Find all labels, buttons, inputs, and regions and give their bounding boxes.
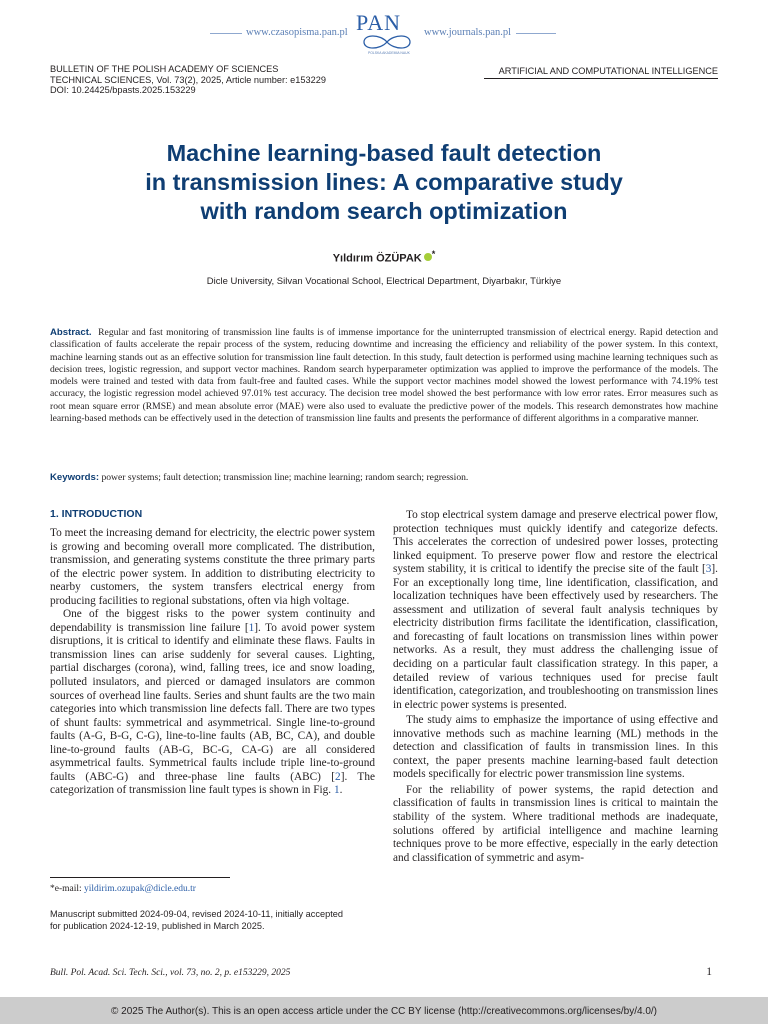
journal-doi: DOI: 10.24425/bpasts.2025.153229 <box>50 85 196 96</box>
paragraph <box>393 509 718 712</box>
license-text[interactable]: © 2025 The Author(s). This is an open access article under the CC BY license (http://creativecommons.org/licenses/by/4.0/) <box>111 1006 657 1017</box>
pan-logo <box>354 10 420 56</box>
abstract <box>50 327 718 425</box>
title-line-1: Machine learning-based fault detection <box>166 140 602 166</box>
masthead-rule-left <box>210 33 242 34</box>
paragraph: To meet the increasing demand for electricity, the electric power system is growing and becoming overall more complicated. The distribution, transmission, and generating systems constitute the three primary parts of the electric power system. In addition to distributing electricity to nearby customers, the system transfers electrical energy from producing facilities to regional substations, often via high voltage. <box>50 527 376 607</box>
journal-name: BULLETIN OF THE POLISH ACADEMY OF SCIENCES <box>50 64 279 74</box>
footnote-rule <box>50 877 230 878</box>
masthead-link-czasopisma[interactable]: www.czasopisma.pan.pl <box>246 27 348 38</box>
paragraph-text: . <box>339 784 343 797</box>
pan-logo-subtitle: POLSKA AKADEMIA NAUK <box>368 51 410 55</box>
paragraph: The study aims to emphasize the importance of using effective and innovative methods such as machine learning (ML) methods in the detection and classification of faults in transmission lines. In this context, the paper presents machine learning-based fault detection models specifically for electric power transmission line systems. <box>393 714 718 781</box>
footnote <box>50 884 196 894</box>
journal-header <box>50 64 326 96</box>
masthead-link-journals[interactable]: www.journals.pan.pl <box>424 27 512 38</box>
affiliation: Dicle University, Silvan Vocational School, Electrical Department, Diyarbakır, Türkiye <box>206 276 562 287</box>
paragraph-text: To stop electrical system damage and preserve electrical power flow, protection techniques must quickly identify and categorize defects. This accelerates the correction of undesired power losses, protecting linked equipment. To preserve power flow and restore the electrical system stability, it is critical to identify the precise site of the fault [ <box>393 509 718 576</box>
footnote-label: *e-mail: <box>50 884 85 894</box>
figure-link[interactable]: 1 <box>333 784 340 797</box>
author-line <box>0 249 768 265</box>
body-column-left <box>50 527 375 798</box>
abstract-label: Abstract. <box>50 327 92 338</box>
title-line-3: with random search optimization <box>200 198 568 224</box>
page-number: 1 <box>706 966 712 978</box>
section-label: ARTIFICIAL AND COMPUTATIONAL INTELLIGENCE <box>498 66 718 76</box>
orcid-icon[interactable] <box>424 253 432 261</box>
keywords-label: Keywords: <box>50 472 100 483</box>
title-line-2: in transmission lines: A comparative study <box>145 169 623 195</box>
pan-logo-text: PAN <box>356 10 401 35</box>
paragraph-text: One of the biggest risks to the power system continuity and dependability is transmission line failure [ <box>50 608 375 634</box>
author-name: Yıldırım ÖZÜPAK <box>332 252 422 265</box>
section-rule <box>484 78 718 79</box>
author-mark: * <box>431 249 436 259</box>
paragraph <box>50 608 375 798</box>
masthead-rule-right <box>516 33 556 34</box>
footer-citation: Bull. Pol. Acad. Sci. Tech. Sci., vol. 73, no. 2, p. e153229, 2025 <box>50 968 291 978</box>
section-heading-introduction: 1. INTRODUCTION <box>50 508 143 520</box>
keywords-text: power systems; fault detection; transmission line; machine learning; random search; regression. <box>101 472 469 483</box>
manuscript-info: Manuscript submitted 2024-09-04, revised 2024-10-11, initially accepted for publication 2024-12-19, published in March 2025. <box>50 909 343 931</box>
citation-link[interactable]: 3 <box>705 563 712 576</box>
pan-infinity-icon <box>354 33 420 51</box>
email-link[interactable]: yildirim.ozupak@dicle.edu.tr <box>84 884 196 894</box>
paragraph-text: ]. For an exceptionally long time, line identification, classification, and localization techniques have been effectively used by researchers. The assessment and utilization of several fault analysis techniques by electricity distribution firms facilitate the identification, classification, and forecasting of fault locations on transmission lines within power networks. As a result, they must address the challenging issue of deciding on a particular fault classification strategy. In this paper, a detailed review of various techniques used for precise fault identification, categorization, and troubleshooting on transmission lines in electric power systems is presented. <box>393 563 718 711</box>
citation-link[interactable]: 2 <box>335 770 341 783</box>
paragraph-text: ]. To avoid power system disruptions, it is critical to identify and eliminate these flaws. Faults in transmission lines can arise suddenly for several causes. Lighting, partial discharges (corona), wind, falling trees, ice and snow loading, polluted insulators, and pierced or damaged insulators are common sources of overhead line faults. Series and shunt faults are the two main categories into which transmission line defects fall. There are two types of shunt faults: symmetrical and asymmetrical. Single line-to-ground faults (A-G, B-G, C-G), line-to-line faults (AB, BC, CA), and double line-to-ground faults (AB-G, BC-G, CA-G) are all considered asymmetrical faults. Symmetrical faults include triple line-to-ground faults (ABC-G) and three-phase line faults (ABC) [ <box>50 621 376 783</box>
abstract-text: Regular and fast monitoring of transmission line faults is of immense importance for the uninterrupted transmission of electrical energy. Rapid detection and classification of faults accelerate the repair process of the system, reducing downtime and increasing the efficiency and reliability of the power system. In this context, machine learning stands out as an effective solution for transmission line fault detection. In this study, fault detection is performed using machine learning techniques such as decision trees, logistic regression, and support vector machines. Random search hyperparameter optimization was applied to improve the performance of the models. The models were trained and tested with data from fault-free and faulted cases. While the support vector machines model showed the lowest performance with 74.19% test accuracy, the logistic regression model achieved 97.01% test accuracy. The decision tree model showed the best performance with low error rates. Error measures such as root mean square error (RMSE) and mean absolute error (MAE) were also used to evaluate the predictive power of the models. This research demonstrates how machine learning-based methods can be effectively used in the detection of transmission line faults and presents the performance of different algorithms in a comparative manner. <box>50 327 718 425</box>
citation-link[interactable]: 1 <box>248 621 255 634</box>
paragraph: For the reliability of power systems, the rapid detection and classification of faults in transmission lines is critical to maintain the stability of the system. Where traditional methods are inadequate, solutions offered by artificial intelligence and machine learning techniques prove to be more effective, especially in the early detection and classification of symmetric and asym- <box>393 783 718 864</box>
paper-title <box>60 139 708 226</box>
keywords <box>50 472 718 483</box>
journal-volume: TECHNICAL SCIENCES, Vol. 73(2), 2025, Article number: e153229 <box>50 74 326 85</box>
paragraph-text: ]. The categorization of transmission line fault types is shown in Fig. <box>50 770 375 797</box>
body-column-right <box>393 509 718 865</box>
